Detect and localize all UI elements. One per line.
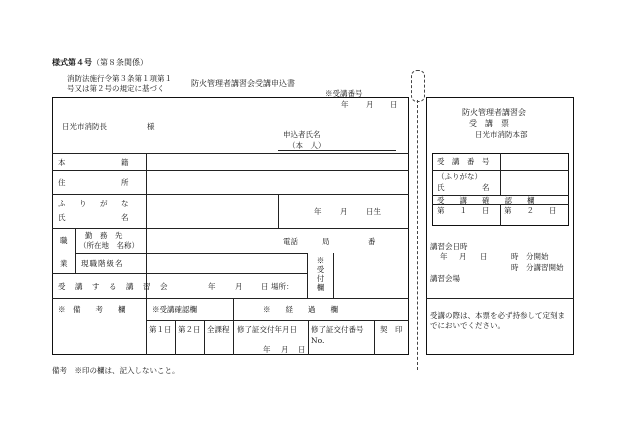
applicant-signature-line <box>278 150 396 151</box>
ticket-day1: 第 １ 日 <box>437 206 490 215</box>
divider <box>52 153 409 154</box>
tel-label: 電話 <box>283 237 298 246</box>
seal-label: 契 印 <box>380 325 403 334</box>
divider <box>52 194 409 195</box>
all-course-label: 全課程 <box>207 325 230 334</box>
label-position: 現職階級名 <box>81 259 124 268</box>
legal-basis-line2: 号又は第２号の規定に基づく <box>67 84 165 93</box>
cert-date-label: 修了証交付年月日 <box>237 325 297 334</box>
label-business: 業 <box>60 259 68 268</box>
label-furigana: ふ り が な <box>58 199 132 208</box>
accept-column-label: ※受付欄 <box>316 256 325 292</box>
bottom-divider <box>233 298 234 355</box>
form-title: 防火管理者講習会受講申込書 <box>191 79 295 88</box>
bottom-divider <box>308 320 309 355</box>
ticket-time-start: 時 分講習開始 <box>511 263 564 272</box>
ticket-name-label: 氏 名 <box>437 183 490 192</box>
label-name: 氏 名 <box>58 213 132 222</box>
ticket-dt-day: 日 <box>480 252 488 261</box>
label-workplace: 勤 務 先 <box>85 231 123 240</box>
ticket-day2: 第 ２ 日 <box>504 206 557 215</box>
ticket-dt-month: 月 <box>459 252 467 261</box>
day2-label: 第２日 <box>178 325 201 334</box>
birth-day: 日生 <box>366 207 381 216</box>
form-number <box>52 57 148 68</box>
application-form <box>52 97 409 355</box>
cert-year: 年 <box>263 345 271 354</box>
birth-year: 年 <box>314 207 322 216</box>
confirm-label: ※受講確認欄 <box>152 305 197 314</box>
cert-month: 月 <box>281 345 289 354</box>
label-address: 住 所 <box>58 178 132 187</box>
birth-divider <box>278 194 279 228</box>
ticket-time-open: 時 分開始 <box>511 252 549 261</box>
ticket-divider <box>500 170 501 195</box>
applicant-label: 申込者氏名 <box>283 130 321 139</box>
date-month: 月 <box>366 100 374 109</box>
job-divider <box>75 228 76 273</box>
date-day: 日 <box>390 100 398 109</box>
label-column-divider <box>146 298 147 355</box>
ticket-divider <box>426 298 574 299</box>
label-column-divider <box>146 153 147 298</box>
ticket-number-label: 受 講 番 号 <box>437 157 490 166</box>
birth-month: 月 <box>340 207 348 216</box>
label-honseki-text: 本 籍 <box>58 158 132 167</box>
progress-label: ※ 経 過 欄 <box>263 305 338 314</box>
tel-number: 番 <box>368 237 376 246</box>
perforation-line <box>417 100 418 370</box>
applicant-self: （本 人） <box>288 141 326 150</box>
form-ref-text: （第８条関係） <box>92 58 148 67</box>
label-workplace-sub: （所在地 名称） <box>79 241 139 250</box>
cert-number-label: 修了証交付番号 <box>311 325 364 334</box>
cert-day: 日 <box>298 345 306 354</box>
ticket-divider <box>500 204 501 226</box>
cert-number-prefix: No. <box>311 336 325 345</box>
divider <box>52 228 409 229</box>
ticket-datetime-label: 講習会日時 <box>430 242 468 251</box>
addressee-honorific: 様 <box>147 122 155 131</box>
ticket-title: 防火管理者講習会 <box>462 108 526 117</box>
label-course: 受 講 す る 講 習 会 <box>58 282 169 291</box>
accept-divider <box>307 253 308 298</box>
receipt-number-label: ※受講番号 <box>325 89 363 98</box>
form-number-text: 様式第４号 <box>52 57 92 67</box>
course-month: 月 <box>235 282 243 291</box>
bottom-divider <box>175 320 176 355</box>
course-day: 日 <box>261 282 269 291</box>
divider <box>75 253 307 254</box>
course-year: 年 <box>208 282 216 291</box>
legal-basis-line1: 消防法施行令第３条第１項第１ <box>67 74 172 83</box>
ticket-confirm-label: 受 講 確 認 欄 <box>437 196 535 205</box>
divider <box>147 320 409 321</box>
label-job: 職 <box>60 236 68 245</box>
ticket-divider <box>500 153 501 170</box>
addressee: 日光市消防長 <box>62 122 107 131</box>
bottom-divider <box>374 320 375 355</box>
accept-divider <box>333 253 334 298</box>
date-year: 年 <box>341 100 349 109</box>
footnote: 備考 ※印の欄は、記入しないこと。 <box>52 366 180 375</box>
ticket-place-label: 講習会場 <box>430 274 460 283</box>
ticket-issuer: 日光市消防本部 <box>475 130 528 139</box>
ticket-furigana-label: （ふりがな） <box>437 172 482 181</box>
ticket-dt-year: 年 <box>440 252 448 261</box>
ticket-notice: 受講の際は、本票を必ず持参して定刻までにおいでください。 <box>430 311 565 330</box>
day1-label: 第１日 <box>149 325 172 334</box>
remarks-label: ※ 備 考 欄 <box>58 305 126 314</box>
ticket-subtitle: 受 講 票 <box>469 119 509 128</box>
perforation-oval <box>411 70 425 102</box>
divider <box>52 170 409 171</box>
course-place: 場所： <box>271 282 294 291</box>
label-honseki <box>58 158 142 167</box>
bottom-divider <box>204 320 205 355</box>
tel-area: 局 <box>322 237 330 246</box>
divider <box>52 298 409 299</box>
divider <box>52 273 307 274</box>
